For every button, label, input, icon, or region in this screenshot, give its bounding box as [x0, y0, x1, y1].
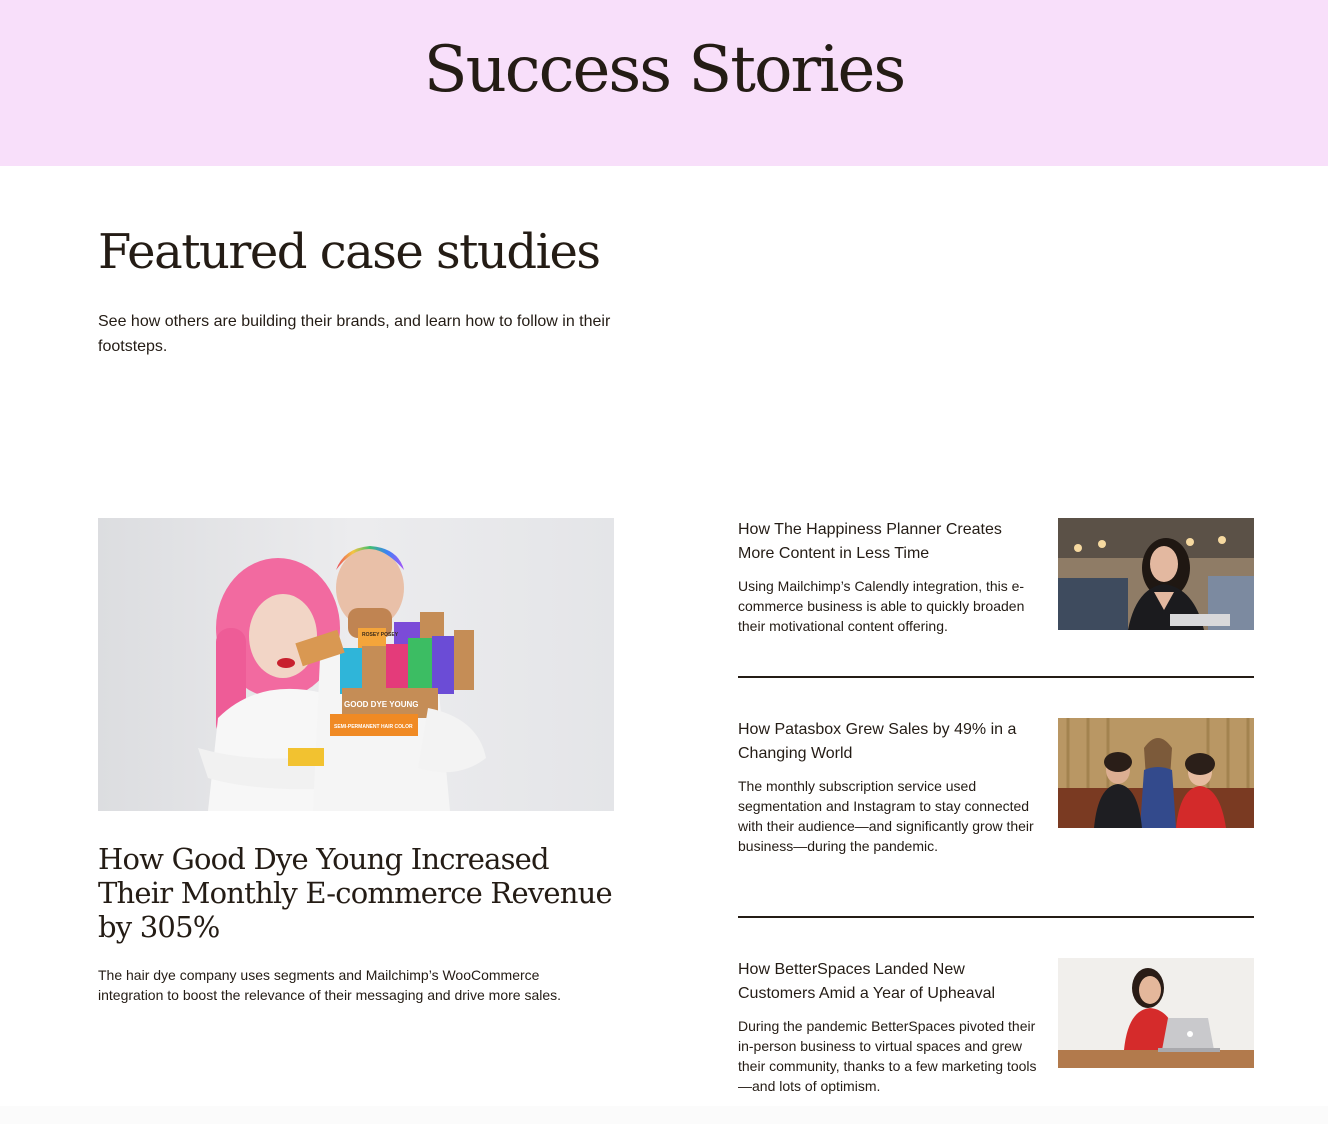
happiness-planner-photo	[1058, 518, 1254, 630]
betterspaces-founder-photo	[1058, 958, 1254, 1068]
page-title: Success Stories	[423, 33, 905, 107]
featured-case-study-description: The hair dye company uses segments and Mailchimp’s WooCommerce integration to boost the relevance of their messaging and drive more sales.	[98, 967, 562, 1003]
case-study-title[interactable]: How Patasbox Grew Sales by 49% in a Changing World	[738, 721, 1017, 762]
featured-case-study-image[interactable]	[98, 518, 614, 811]
case-study-image[interactable]	[1058, 518, 1254, 630]
case-study-title[interactable]: How BetterSpaces Landed New Customers Amid a Year of Upheaval	[738, 961, 996, 1002]
case-study-item[interactable]	[738, 958, 1254, 1098]
box-label-rosey: ROSEY POSEY	[362, 632, 399, 638]
featured-case-study-title[interactable]: How Good Dye Young Increased Their Monthly E-commerce Revenue by 305%	[98, 842, 612, 944]
patasbox-team-photo	[1058, 718, 1254, 828]
story-divider	[738, 676, 1254, 678]
case-study-image[interactable]	[1058, 718, 1254, 828]
bottom-edge	[0, 1106, 1328, 1124]
section-intro: See how others are building their brands, and learn how to follow in their footsteps.	[98, 313, 611, 355]
case-study-item[interactable]	[738, 718, 1254, 878]
case-study-description: Using Mailchimp’s Calendly integration, this e-commerce business is able to quickly broaden their motivational content offering.	[738, 578, 1025, 634]
case-study-item[interactable]	[738, 518, 1254, 638]
good-dye-young-photo	[98, 518, 614, 811]
page-banner	[0, 0, 1328, 166]
case-study-description: The monthly subscription service used segmentation and Instagram to stay connected with their audience—and significantly grow their business—during the pandemic.	[738, 778, 1034, 854]
story-divider	[738, 916, 1254, 918]
case-study-title[interactable]: How The Happiness Planner Creates More Content in Less Time	[738, 521, 1002, 562]
box-label-brand: GOOD DYE YOUNG	[344, 700, 419, 709]
section-heading: Featured case studies	[98, 224, 600, 280]
box-label-product: SEMI-PERMANENT HAIR COLOR	[334, 724, 413, 730]
case-study-image[interactable]	[1058, 958, 1254, 1068]
case-study-description: During the pandemic BetterSpaces pivoted their in-person business to virtual spaces and grew their community, thanks to a few marketing tools—and lots of optimism.	[738, 1018, 1037, 1094]
